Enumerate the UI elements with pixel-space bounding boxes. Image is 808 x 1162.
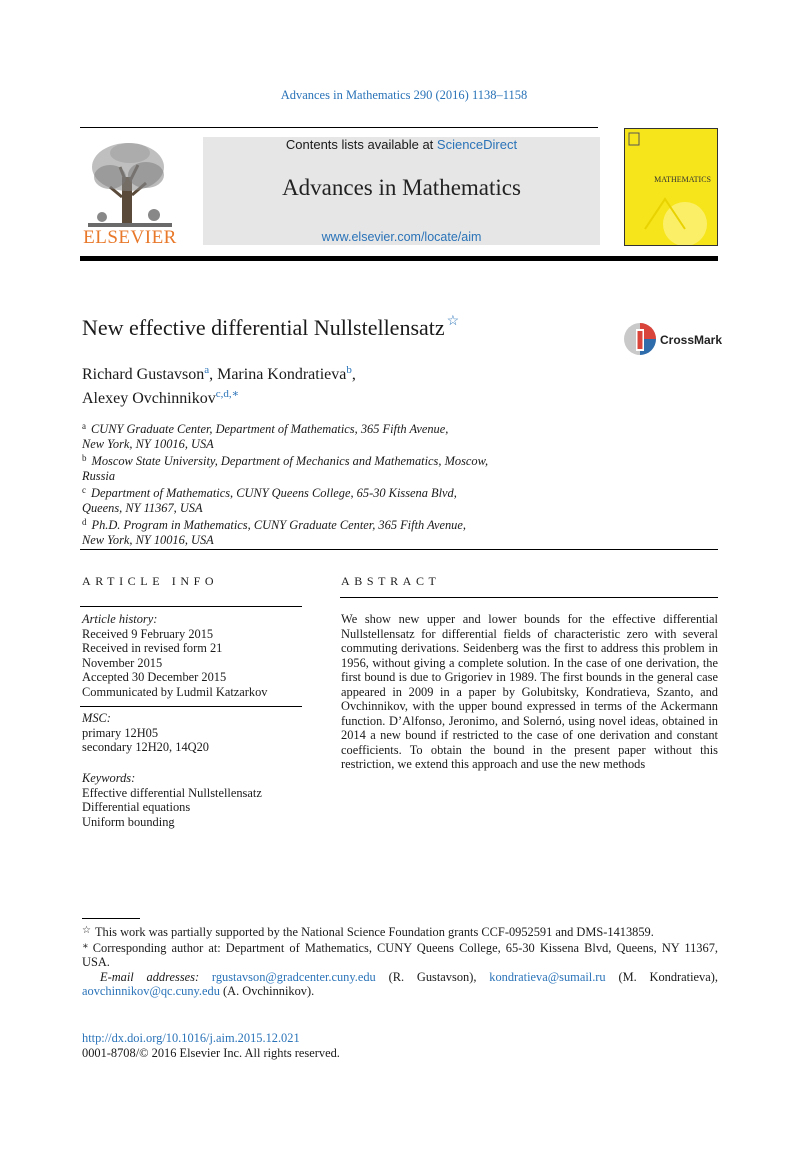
author-affiliation-link[interactable]: c,d,∗ (215, 388, 240, 400)
funding-footnote-text: This work was partially supported by the National Science Foundation grants CCF-0952591 and DMS-1413859. (94, 925, 654, 939)
article-info-heading: ARTICLE INFO (82, 574, 219, 588)
email-owner: (A. Ovchinnikov). (219, 984, 315, 998)
affiliation-text: CUNY Graduate Center, Department of Mathematics, 365 Fifth Avenue, (91, 422, 449, 436)
author-affiliation-link[interactable]: a (204, 364, 210, 376)
email-owner: (M. Kondratieva), (605, 969, 718, 984)
affiliation-a-cont: New York, NY 10016, USA (82, 436, 214, 451)
footnote-star-icon: ☆ (82, 925, 91, 936)
crossmark-icon (622, 321, 658, 359)
journal-citation[interactable]: Advances in Mathematics 290 (2016) 1138–1158 (280, 88, 528, 102)
abstract-rule (340, 597, 718, 598)
affiliation-d-cont: New York, NY 10016, USA (82, 532, 214, 547)
paper-title (82, 313, 459, 341)
title-footnote-star-icon[interactable]: ☆ (446, 314, 460, 329)
keywords-label: Keywords: (82, 771, 136, 785)
affiliation-mark: d (82, 517, 87, 527)
abstract-text: We show new upper and lower bounds for the effective differential Nullstellensatz for differential fields of characteristic zero with several commuting derivations. Seidenberg was the first to address this problem in 1956, without giving a complete solution. In the case of one derivation, the first bound is due to Grigoriev in 1989. The first bounds in the general case appeared in 2009 in a paper by Golubitsky, Kondratieva, Szanto, and Ovchinnikov, with the upper bound expressed in terms of the Ackermann function. D’Alfonso, Jeronimo, and Solernó, using novel ideas, obtained in 2014 a new bound if restricted to the case of one derivation and constant coefficients. To obtain the bound in the present paper without this restriction, we extend this approach and use the new methods (341, 612, 718, 771)
history-item: Received 9 February 2015 (82, 626, 214, 641)
abstract-heading: ABSTRACT (341, 574, 441, 588)
footnote-rule (82, 918, 140, 919)
cover-art-icon (625, 129, 717, 245)
affiliation-mark: b (82, 453, 87, 463)
corresponding-footnote-text: Corresponding author at: Department of Mathematics, CUNY Queens College, 65-30 Kissena Blvd, Queens, NY 11367, USA. (82, 940, 718, 969)
crossmark-badge[interactable] (622, 321, 722, 359)
author-separator: , (209, 366, 218, 383)
history-item: Accepted 30 December 2015 (82, 670, 227, 684)
affiliation-b (82, 451, 602, 469)
keywords-block (82, 771, 312, 829)
history-item: Received in revised form 21 (82, 641, 223, 655)
affiliation-b-cont: Russia (82, 468, 116, 483)
footnotes (82, 924, 718, 999)
keyword-item: Differential equations (82, 800, 191, 814)
email-label: E-mail addresses: (100, 969, 200, 984)
keyword-item: Uniform bounding (82, 814, 175, 829)
affiliation-text: Moscow State University, Department of Mechanics and Mathematics, Moscow, (91, 454, 489, 468)
msc-label: MSC: (82, 711, 111, 725)
funding-footnote (82, 924, 718, 940)
affiliation-d (82, 515, 602, 533)
corresponding-footnote (82, 940, 718, 970)
authors-line-2 (82, 387, 239, 408)
author-name: Richard Gustavson (82, 366, 205, 383)
crossmark-label: CrossMark (660, 333, 723, 347)
author-name: Alexey Ovchinnikov (82, 390, 216, 407)
elsevier-wordmark: ELSEVIER (83, 227, 177, 248)
affiliation-text: Ph.D. Program in Mathematics, CUNY Graduate Center, 365 Fifth Avenue, (91, 518, 466, 532)
footnote-asterisk-icon: ∗ (82, 940, 89, 952)
history-item: Communicated by Ludmil Katzarkov (82, 684, 268, 699)
msc-rule (80, 706, 302, 707)
author-name: Marina Kondratieva (217, 366, 347, 383)
affiliations-divider (80, 549, 718, 550)
email-footnote (82, 970, 718, 999)
msc-block (82, 711, 312, 755)
email-link-kondratieva[interactable]: kondratieva@sumail.ru (489, 969, 606, 984)
msc-item: primary 12H05 (82, 725, 159, 740)
cover-title: MATHEMATICS (654, 175, 711, 184)
affiliation-mark: c (82, 485, 86, 495)
elsevier-logo (80, 137, 180, 247)
doi-link[interactable]: http://dx.doi.org/10.1016/j.aim.2015.12.021 (82, 1031, 300, 1045)
journal-cover-thumbnail[interactable] (624, 128, 718, 246)
msc-item: secondary 12H20, 14Q20 (82, 740, 209, 754)
paper-title-text: New effective differential Nullstellensatz (82, 315, 445, 340)
article-history (82, 612, 312, 699)
affiliations (82, 419, 602, 547)
author-separator: , (351, 366, 356, 383)
sciencedirect-link[interactable]: ScienceDirect (436, 137, 518, 152)
journal-url-link[interactable]: www.elsevier.com/locate/aim (321, 230, 482, 244)
history-item: November 2015 (82, 655, 163, 670)
keyword-item: Effective differential Nullstellensatz (82, 785, 262, 800)
article-info-rule (80, 606, 302, 607)
header-rule-bottom (80, 256, 718, 261)
history-label: Article history: (82, 612, 158, 626)
journal-name: Advances in Mathematics (282, 175, 521, 200)
header-rule-top (80, 127, 598, 128)
affiliation-c (82, 483, 602, 501)
author-affiliation-link[interactable]: b (346, 364, 352, 376)
authors-line-1 (82, 364, 356, 384)
contents-line (203, 137, 600, 152)
affiliation-text: Department of Mathematics, CUNY Queens College, 65-30 Kissena Blvd, (91, 486, 457, 500)
contents-prefix: Contents lists available at (285, 137, 437, 152)
copyright-line: 0001-8708/© 2016 Elsevier Inc. All rights reserved. (82, 1046, 340, 1060)
affiliation-c-cont: Queens, NY 11367, USA (82, 500, 203, 515)
email-link-gustavson[interactable]: rgustavson@gradcenter.cuny.edu (211, 969, 376, 984)
email-link-ovchinnikov[interactable]: aovchinnikov@qc.cuny.edu (82, 984, 220, 998)
email-owner: (R. Gustavson), (375, 969, 490, 984)
affiliation-a (82, 419, 602, 437)
affiliation-mark: a (82, 421, 86, 431)
